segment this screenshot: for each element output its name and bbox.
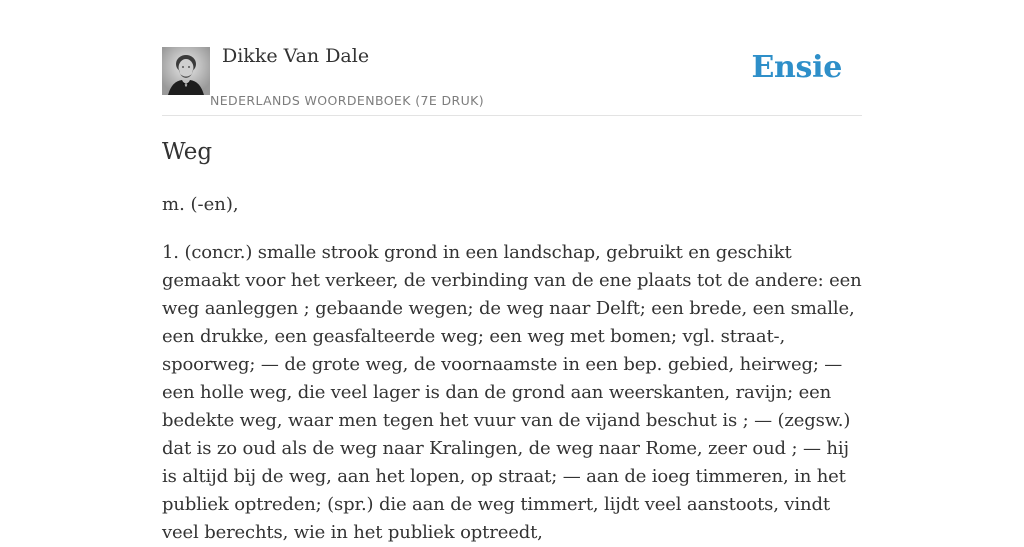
page: [162, 0, 862, 543]
header: [162, 0, 862, 116]
author-portrait-icon: [162, 47, 210, 95]
author-avatar[interactable]: [162, 47, 210, 95]
brand-logo[interactable]: Ensie: [751, 50, 842, 85]
author-name[interactable]: Dikke Van Dale: [222, 45, 370, 67]
entry-grammar: m. (-en),: [162, 194, 239, 215]
source-title[interactable]: NEDERLANDS WOORDENBOEK (7E DRUK): [210, 93, 485, 108]
entry-definition: 1. (concr.) smalle strook grond in een landschap, gebruikt en geschikt gemaakt voor het verkeer, de verbinding van de ene plaats tot de andere: een weg aanleggen ; gebaande wegen; de weg naar Delft; een brede, een smalle, een drukke, een geasfalteerde weg; een weg met bomen; vgl. straat-, spoorweg; — de grote weg, de voornaamste in een bep. gebied, heirweg; — een holle weg, die veel lager is dan de grond aan weerskanten, ravijn; een bedekte weg, waar men tegen het vuur van de vijand beschut is ; — (zegsw.) dat is zo oud als de weg naar Kralingen, de weg naar Rome, zeer oud ; — hij is altijd bij de weg, aan het lopen, op straat; — aan de ioeg timmeren, in het publiek optreden; (spr.) die aan de weg timmert, lijdt veel aanstoots, vindt veel berechts, wie in het publiek optreedt,: [162, 242, 862, 543]
entry-term: Weg: [162, 139, 213, 165]
